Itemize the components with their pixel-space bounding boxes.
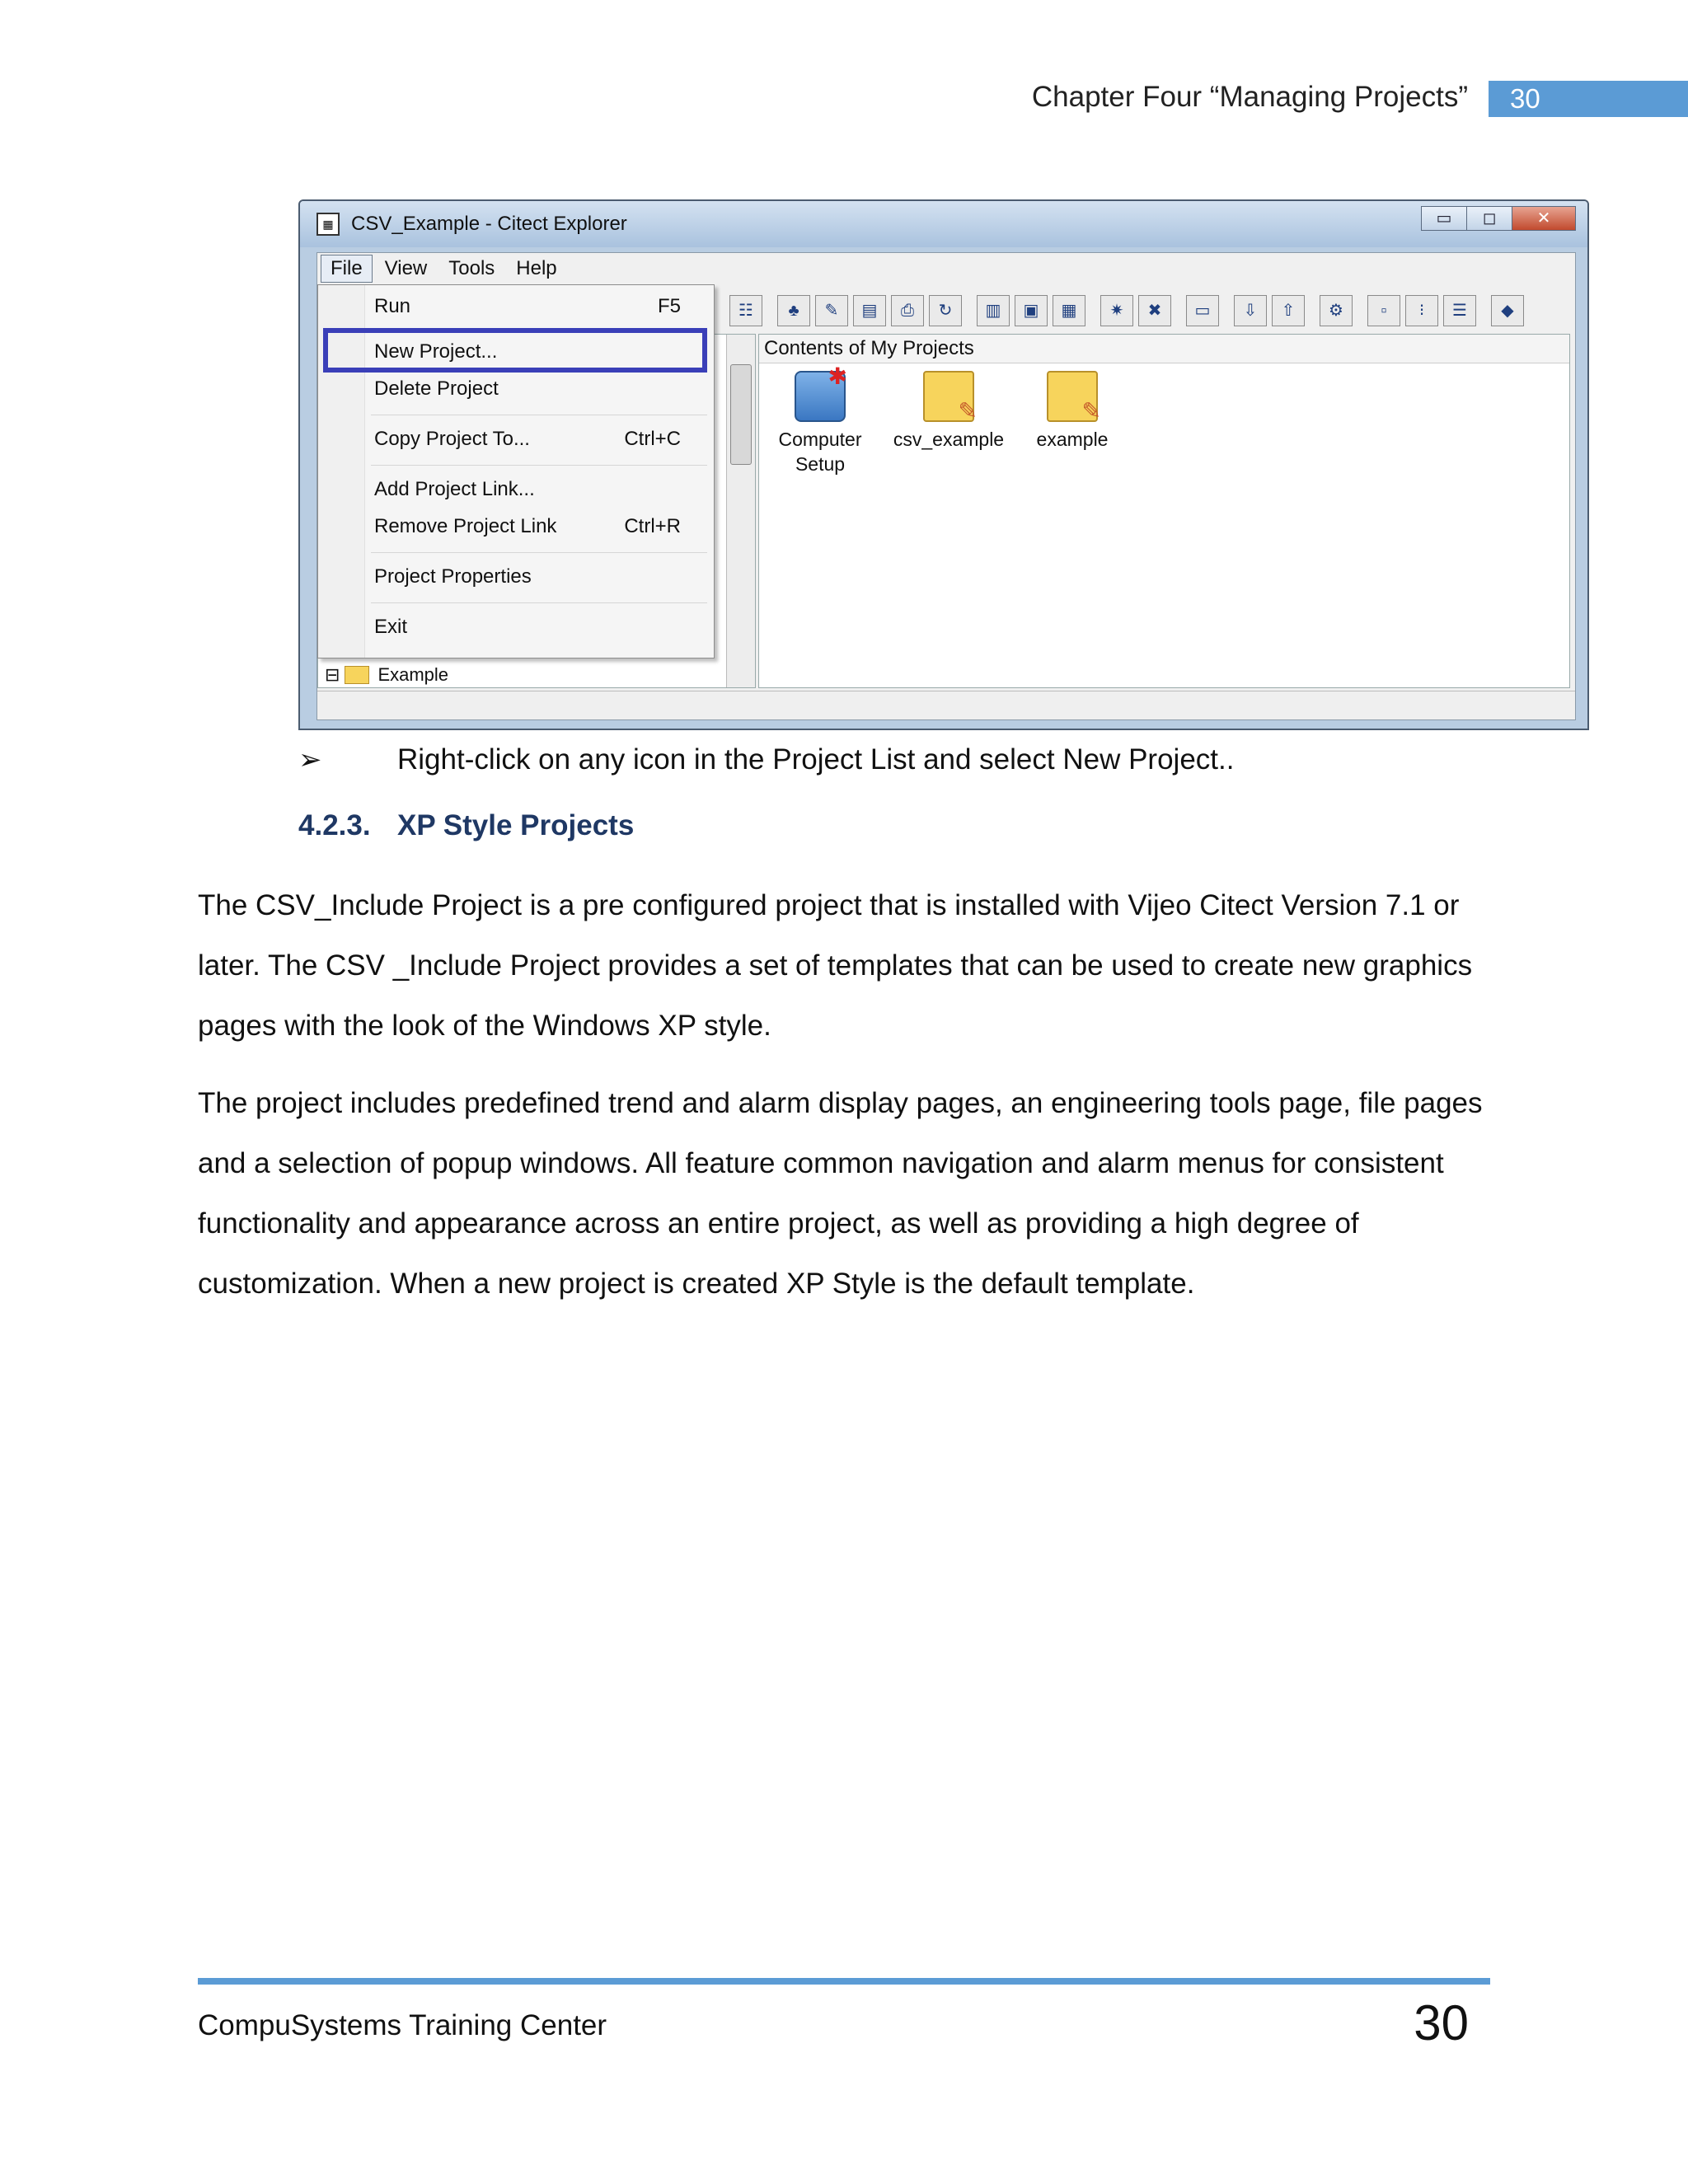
toolbar: [729, 294, 1570, 327]
paragraph-2: The project includes predefined trend and alarm display pages, an engineering tools page, file pages and a selection of popup windows. All feature common navigation and alarm menus for consistent functionality and appearance across an entire project, as well as providing a high degree of customization. When a new project is created XP Style is the default template.: [198, 1087, 1483, 1300]
project-item-computer-setup[interactable]: [762, 371, 878, 476]
menu-item-exit[interactable]: Exit: [374, 616, 408, 638]
window-client-area: [316, 252, 1576, 720]
close-button[interactable]: ✕: [1512, 206, 1576, 231]
project-item-label: csv_example: [893, 429, 1005, 450]
toolbar-folder-icon[interactable]: ▭: [1186, 295, 1219, 326]
section-number: 4.2.3.: [298, 809, 371, 841]
chapter-header: Chapter Four “Managing Projects”: [1031, 81, 1468, 113]
page-number-badge: 30: [1489, 81, 1688, 117]
project-item-example[interactable]: [1015, 371, 1130, 452]
menu-help[interactable]: Help: [516, 257, 557, 279]
tree-item-label: Example: [377, 664, 449, 685]
citect-explorer-window: [298, 199, 1589, 730]
footer-rule: [198, 1978, 1490, 1985]
menu-item-run[interactable]: Run F5: [374, 295, 681, 317]
menu-item-delete-project[interactable]: Delete Project: [374, 377, 499, 400]
toolbar-properties-icon[interactable]: ⚙: [1320, 295, 1353, 326]
tree-expand-icon[interactable]: ⊟: [325, 664, 340, 685]
window-titlebar[interactable]: [300, 201, 1587, 247]
minimize-button[interactable]: ▭: [1421, 206, 1467, 231]
app-icon: ▦: [316, 213, 340, 236]
menu-item-remove-project-link[interactable]: Remove Project Link Ctrl+R: [374, 515, 681, 537]
menu-item-add-project-link[interactable]: Add Project Link...: [374, 478, 535, 500]
project-folder-icon: [923, 371, 974, 422]
new-project-highlight: [323, 328, 707, 373]
toolbar-new-icon[interactable]: ✷: [1100, 295, 1133, 326]
toolbar-edit-icon[interactable]: ✎: [815, 295, 848, 326]
menu-bar: [317, 253, 1575, 284]
toolbar-document-icon[interactable]: ▤: [853, 295, 886, 326]
menu-file[interactable]: File: [321, 255, 373, 283]
toolbar-delete-icon[interactable]: ✖: [1138, 295, 1171, 326]
toolbar-report-icon[interactable]: ▦: [1053, 295, 1085, 326]
project-contents-panel: [758, 334, 1570, 688]
menu-view[interactable]: View: [384, 257, 428, 279]
section-heading: [298, 809, 634, 842]
paragraph-1: The CSV_Include Project is a pre configured project that is installed with Vijeo Citect Version 7.1 or later. The CSV _Include Project provides a set of templates that can be used to create new graphics pages with the look of the Windows XP style.: [198, 889, 1473, 1042]
file-menu-dropdown: [317, 284, 715, 658]
toolbar-details-icon[interactable]: ☰: [1443, 295, 1476, 326]
menu-item-new-project[interactable]: New Project...: [374, 340, 498, 363]
project-item-csv-example[interactable]: [891, 371, 1006, 452]
folder-icon: [345, 666, 369, 684]
toolbar-network-icon[interactable]: ♣: [777, 295, 810, 326]
toolbar-help-book-icon[interactable]: ◆: [1491, 295, 1524, 326]
project-folder-icon: [1047, 371, 1098, 422]
arrow-bullet-icon: ➢: [298, 744, 322, 776]
section-title: XP Style Projects: [397, 809, 635, 841]
toolbar-list-icon[interactable]: ☷: [729, 295, 762, 326]
toolbar-pages-icon[interactable]: ▥: [977, 295, 1010, 326]
tree-scrollbar[interactable]: [726, 335, 755, 687]
menu-item-project-properties[interactable]: Project Properties: [374, 565, 532, 588]
maximize-button[interactable]: ◻: [1466, 206, 1512, 231]
footer-page-number: 30: [1414, 1995, 1469, 2050]
window-title: CSV_Example - Citect Explorer: [351, 213, 627, 235]
panel-title: Contents of My Projects: [759, 335, 1569, 363]
computer-setup-icon: [795, 371, 846, 422]
project-item-label: example: [1036, 429, 1109, 450]
status-bar: [317, 691, 1575, 719]
footer-organization: CompuSystems Training Center: [198, 2009, 607, 2041]
menu-tools[interactable]: Tools: [448, 257, 495, 279]
toolbar-export-icon[interactable]: ⇧: [1272, 295, 1305, 326]
toolbar-small-icons-icon[interactable]: ⁝: [1405, 295, 1438, 326]
toolbar-import-icon[interactable]: ⇩: [1234, 295, 1267, 326]
bullet-text: Right-click on any icon in the Project List and select New Project..: [397, 743, 1235, 776]
tree-item-example[interactable]: [325, 664, 448, 686]
toolbar-refresh-icon[interactable]: ↻: [929, 295, 962, 326]
toolbar-large-icons-icon[interactable]: ▫: [1367, 295, 1400, 326]
toolbar-print-icon[interactable]: ⎙: [891, 295, 924, 326]
menu-item-copy-project[interactable]: Copy Project To... Ctrl+C: [374, 428, 681, 450]
toolbar-monitor-icon[interactable]: ▣: [1015, 295, 1048, 326]
project-item-label: Computer Setup: [778, 429, 862, 475]
